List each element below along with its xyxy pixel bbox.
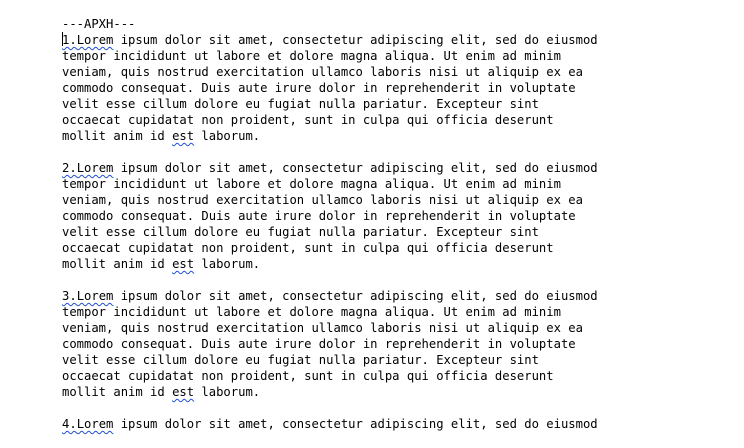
line-text: ipsum dolor sit amet, consectetur adipiscing elit, sed do eiusmod <box>113 417 598 431</box>
text-line <box>62 384 732 400</box>
line-text: tempor incididunt ut labore et dolore magna aliqua. Ut enim ad minim <box>62 177 561 191</box>
line-text: velit esse cillum dolore eu fugiat nulla pariatur. Excepteur sint <box>62 97 539 111</box>
line-text: veniam, quis nostrud exercitation ullamco laboris nisi ut aliquip ex ea <box>62 321 583 335</box>
paragraph-number: 3. <box>62 289 77 303</box>
line-text: veniam, quis nostrud exercitation ullamco laboris nisi ut aliquip ex ea <box>62 65 583 79</box>
misspelled-word[interactable]: est <box>172 385 195 399</box>
paragraph-number: 1. <box>62 33 77 47</box>
line-text: tempor incididunt ut labore et dolore magna aliqua. Ut enim ad minim <box>62 305 561 319</box>
paragraph <box>62 32 732 144</box>
line-text: occaecat cupidatat non proident, sunt in culpa qui officia deserunt <box>62 241 554 255</box>
paragraph-number: 2. <box>62 161 77 175</box>
line-text: veniam, quis nostrud exercitation ullamco laboris nisi ut aliquip ex ea <box>62 193 583 207</box>
text-line <box>62 176 732 192</box>
text-line <box>62 368 732 384</box>
line-text: ipsum dolor sit amet, consectetur adipiscing elit, sed do eiusmod <box>113 33 598 47</box>
text-line <box>62 320 732 336</box>
document-heading <box>62 16 732 32</box>
line-text: mollit anim id <box>62 257 173 271</box>
text-line <box>62 416 732 432</box>
misspelled-word[interactable]: Lorem <box>76 417 114 431</box>
text-line <box>62 96 732 112</box>
paragraph-list <box>62 32 732 432</box>
line-text: ipsum dolor sit amet, consectetur adipiscing elit, sed do eiusmod <box>113 289 598 303</box>
misspelled-word[interactable]: Lorem <box>76 33 114 47</box>
text-line <box>62 256 732 272</box>
line-text: occaecat cupidatat non proident, sunt in culpa qui officia deserunt <box>62 369 554 383</box>
text-line <box>62 160 732 176</box>
text-line <box>62 80 732 96</box>
line-text: mollit anim id <box>62 385 173 399</box>
text-line <box>62 336 732 352</box>
line-text: laborum. <box>194 129 261 143</box>
text-line <box>62 112 732 128</box>
paragraph-number: 4. <box>62 417 77 431</box>
line-text: commodo consequat. Duis aute irure dolor in reprehenderit in voluptate <box>62 337 576 351</box>
document-body[interactable] <box>62 16 732 448</box>
line-text: laborum. <box>194 385 261 399</box>
misspelled-word[interactable]: Lorem <box>76 289 114 303</box>
text-line <box>62 128 732 144</box>
line-text: mollit anim id <box>62 129 173 143</box>
text-line <box>62 304 732 320</box>
line-text: occaecat cupidatat non proident, sunt in culpa qui officia deserunt <box>62 113 554 127</box>
text-line <box>62 32 732 48</box>
line-text: laborum. <box>194 257 261 271</box>
text-line <box>62 224 732 240</box>
text-line <box>62 192 732 208</box>
paragraph <box>62 288 732 400</box>
text-line <box>62 352 732 368</box>
line-text: commodo consequat. Duis aute irure dolor in reprehenderit in voluptate <box>62 209 576 223</box>
misspelled-word[interactable]: Lorem <box>76 161 114 175</box>
text-line <box>62 288 732 304</box>
line-text: commodo consequat. Duis aute irure dolor in reprehenderit in voluptate <box>62 81 576 95</box>
line-text: velit esse cillum dolore eu fugiat nulla pariatur. Excepteur sint <box>62 225 539 239</box>
line-text: ipsum dolor sit amet, consectetur adipiscing elit, sed do eiusmod <box>113 161 598 175</box>
line-text: tempor incididunt ut labore et dolore magna aliqua. Ut enim ad minim <box>62 49 561 63</box>
paragraph <box>62 160 732 272</box>
text-line <box>62 48 732 64</box>
misspelled-word[interactable]: est <box>172 257 195 271</box>
text-line <box>62 208 732 224</box>
text-line <box>62 240 732 256</box>
heading-text: ---APXH--- <box>62 17 136 31</box>
line-text: velit esse cillum dolore eu fugiat nulla pariatur. Excepteur sint <box>62 353 539 367</box>
text-line <box>62 64 732 80</box>
paragraph <box>62 416 732 432</box>
misspelled-word[interactable]: est <box>172 129 195 143</box>
